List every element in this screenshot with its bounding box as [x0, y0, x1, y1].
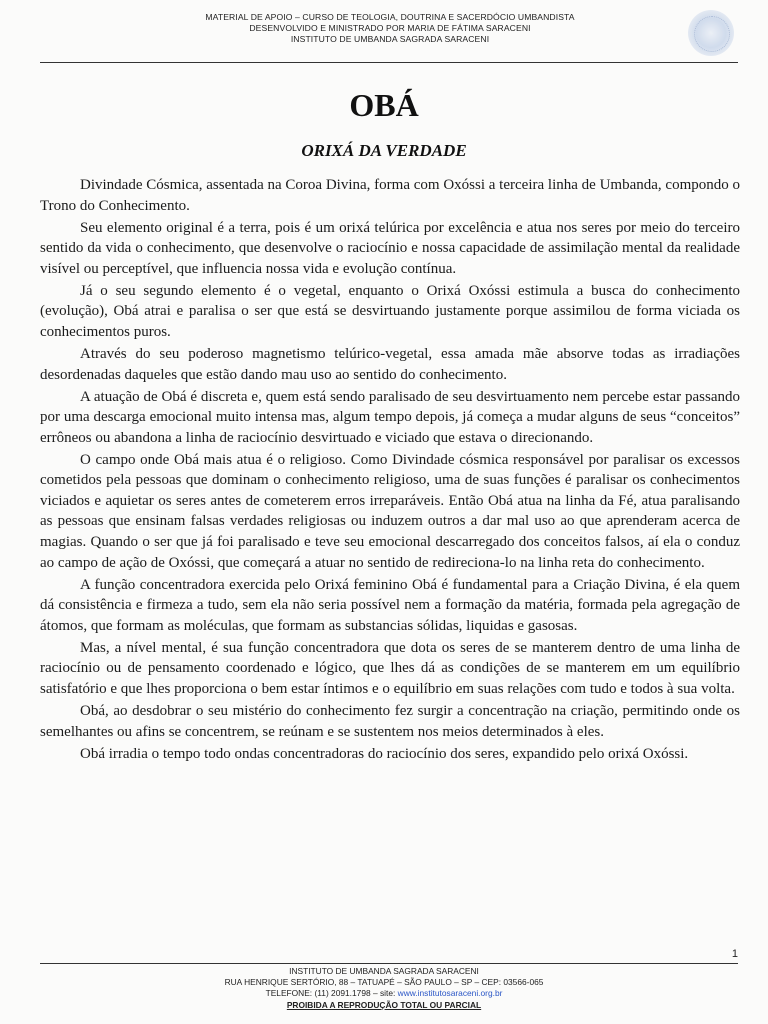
paragraph-7: A função concentradora exercida pelo Orixá feminino Obá é fundamental para a Criação Divina, é ela quem dá consistência e firmeza a tudo, sem ela não seria possível nem a formação da matéria, formada pela agregação de átomos, que formam as moléculas, que formam as substancias sólidas, liquidas e gasosas. — [40, 576, 740, 634]
header-line-course: MATERIAL DE APOIO – CURSO DE TEOLOGIA, DOUTRINA E SACERDÓCIO UMBANDISTA — [205, 12, 575, 22]
footer-divider — [40, 963, 738, 964]
footer-phone: TELEFONE: (11) 2091.1798 – site: — [265, 988, 398, 999]
page-number: 1 — [731, 948, 738, 960]
header-line-author: DESENVOLVIDO E MINISTRADO POR MARIA DE FÁTIMA SARACENI — [249, 23, 531, 33]
paragraph-8: Mas, a nível mental, é sua função concentradora que dota os seres de se manterem dentro de uma linha de raciocínio ou de pensamento coordenado e lógico, que lhes dá as condições de se manterem em um equilíbrio satisfatório e que lhes proporciona o bem estar íntimos e o equilíbrio em suas relações com tudo e todos à sua volta. — [40, 639, 740, 697]
page-header — [40, 10, 740, 62]
paragraph-2: Seu elemento original é a terra, pois é um orixá telúrica por excelência e atua nos seres por meio do terceiro sentido da vida o conhecimento, que desenvolve o raciocínio e nossa capacidade de assimilação mental da realidade visível ou perceptível, que influencia nossa vida e evolução contínua. — [40, 219, 740, 277]
paragraph-10: Obá irradia o tempo todo ondas concentradoras do raciocínio dos seres, expandido pelo orixá Oxóssi. — [80, 745, 689, 762]
paragraph-4: Através do seu poderoso magnetismo telúrico-vegetal, essa amada mãe absorve todas as irradiações desordenadas daqueles que estão dando mau uso ao sentido do conhecimento. — [40, 345, 740, 383]
footer-address: RUA HENRIQUE SERTÓRIO, 88 – TATUAPÉ – SÃO PAULO – SP – CEP: 03566-065 — [224, 977, 544, 988]
paragraph-6: O campo onde Obá mais atua é o religioso. Como Divindade cósmica responsável por paralisar os excessos cometidos pela pessoas que dominam o conhecimento religioso, uma de suas funções é paralisar os conhecimentos viciados e aquietar os seres antes de cometerem erros irreparáveis. Então Obá atua na linha da Fé, atua paralisando as pessoas que ensinam falsas verdades religiosas ou induzem outros a dar mal uso ao que aprenderam acerca de magias. Quando o ser que já foi paralisado e teve seu emocional descarregado dos conceitos falsos, aí ela o conduz ao campo de ação de Oxóssi, que começará a atuar no sentido de redireciona-lo na linha reta do conhecimento. — [40, 451, 740, 571]
institute-seal-logo-icon — [688, 10, 734, 56]
document-title: OBÁ — [349, 87, 419, 123]
document-body — [40, 175, 740, 766]
paragraph-9: Obá, ao desdobrar o seu mistério do conhecimento fez surgir a concentração na criação, permitindo onde os semelhantes ou afins se concentrem, se reúnam e se sustentem nos meios determinados à eles. — [40, 702, 740, 740]
header-divider — [40, 62, 738, 63]
document-subtitle: ORIXÁ DA VERDADE — [301, 141, 467, 160]
footer-site-link[interactable]: www.institutosaraceni.org.br — [397, 988, 503, 999]
paragraph-1: Divindade Cósmica, assentada na Coroa Divina, forma com Oxóssi a terceira linha de Umbanda, compondo o Trono do Conhecimento. — [40, 177, 740, 214]
header-line-institute: INSTITUTO DE UMBANDA SAGRADA SARACENI — [290, 34, 490, 44]
paragraph-5: A atuação de Obá é discreta e, quem está sendo paralisado de seu desvirtuamento nem percebe estar passando por uma descarga emocional muito intensa mas, algum tempo depois, já começa a mudar alguns de seus “conceitos” errôneos ou abandona a linha de raciocínio desvirtuado e viciado que estava o direcionando. — [40, 388, 740, 446]
footer-contact — [0, 988, 768, 999]
footer-copyright-notice: PROIBIDA A REPRODUÇÃO TOTAL OU PARCIAL — [286, 999, 482, 1010]
footer-institute: INSTITUTO DE UMBANDA SAGRADA SARACENI — [289, 966, 479, 976]
page-footer — [0, 966, 768, 1011]
paragraph-3: Já o seu segundo elemento é o vegetal, enquanto o Orixá Oxóssi estimula a busca do conhecimento (evolução), Obá atrai e paralisa o ser que está se desvirtuando justamente porque assimilou de forma viciada os conhecimentos puros. — [40, 282, 740, 340]
header-text — [160, 12, 620, 45]
